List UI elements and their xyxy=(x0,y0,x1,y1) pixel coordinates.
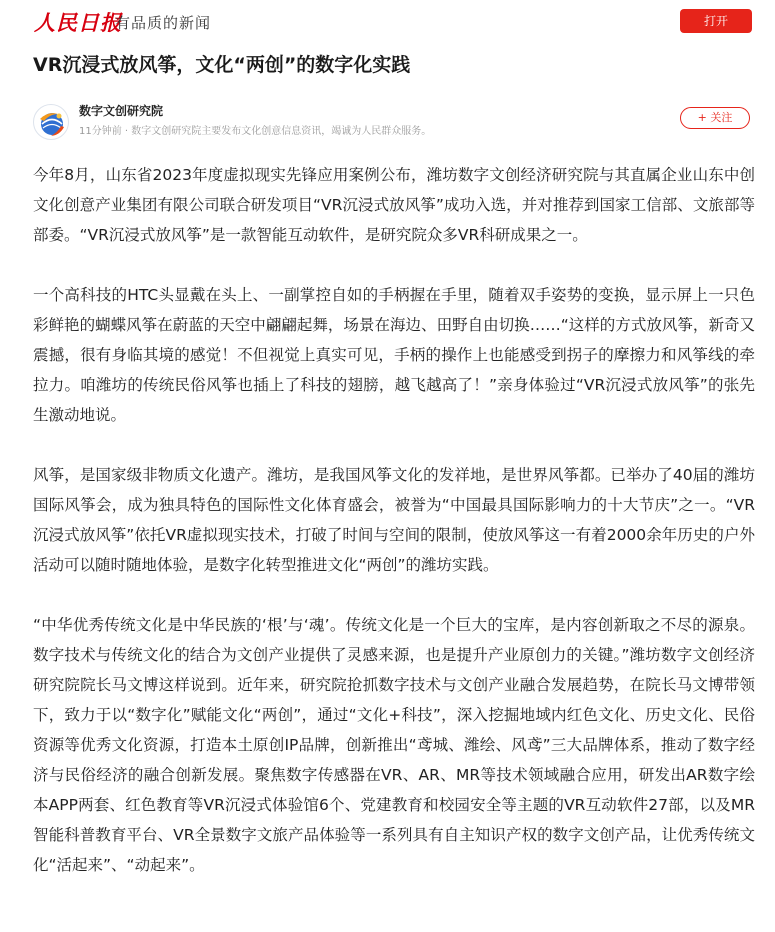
author-bar xyxy=(33,99,753,141)
paragraph: “中华优秀传统文化是中华民族的‘根’与‘魂’。传统文化是一个巨大的宝库，是内容创新取之不尽的源泉。数字技术与传统文化的结合为文创产业提供了灵感来源，也是提升产业原创力的关键。”潍坊数字文创经济研究院院长马文博这样说到。近年来，研究院抢抓数字技术与文创产业融合发展趋势，在院长马文博带领下，致力于以“数字化”赋能文化“两创”，通过“文化+科技”，深入挖掘地域内红色文化、历史文化、民俗资源等优秀文化资源，打造本土原创IP品牌，创新推出“鸢城、潍绘、风鸢”三大品牌体系，推动了数字经济与民俗经济的融合创新发展。聚焦数字传感器在VR、AR、MR等技术领域融合应用，研发出AR数字绘本APP两套、红色教育等VR沉浸式体验馆6个、党建教育和校园安全等主题的VR互动软件27部，以及MR智能科普教育平台、VR全景数字文旅产品体验等一系列具有自主知识产权的数字文创产品，让优秀传统文化“活起来”、“动起来”。 xyxy=(33,616,755,874)
publish-time: 11分钟前 xyxy=(79,126,122,137)
globe-logo-icon xyxy=(34,105,69,140)
top-bar xyxy=(0,0,775,42)
paragraph: 风筝，是国家级非物质文化遗产。潍坊，是我国风筝文化的发祥地，是世界风筝都。已举办了40届的潍坊国际风筝会，成为独具特色的国际性文化体育盛会，被誉为“中国最具国际影响力的十大节庆”之一。“VR沉浸式放风筝”依托VR虚拟现实技术，打破了时间与空间的限制，使放风筝这一有着2000余年历史的户外活动可以随时随地体验，是数字化转型推进文化“两创”的潍坊实践。 xyxy=(33,466,755,574)
follow-button[interactable]: + 关注 xyxy=(680,107,750,129)
open-app-button[interactable]: 打开 xyxy=(680,9,752,33)
article-body xyxy=(33,160,755,910)
people-daily-logo[interactable]: 人民日报 xyxy=(34,10,122,35)
article-title: VR沉浸式放风筝，文化“两创”的数字化实践 xyxy=(33,54,411,76)
author-name[interactable]: 数字文创研究院 xyxy=(79,104,164,118)
author-avatar[interactable] xyxy=(33,104,69,140)
paragraph: 今年8月，山东省2023年度虚拟现实先锋应用案例公布，潍坊数字文创经济研究院与其直属企业山东中创文化创意产业集团有限公司联合研发项目“VR沉浸式放风筝”成功入选，并对推荐到国家工信部、文旅部等部委。“VR沉浸式放风筝”是一款智能互动软件，是研究院众多VR科研成果之一。 xyxy=(33,166,755,244)
slogan: 有品质的新闻 xyxy=(115,14,212,32)
author-meta: 11分钟前 · 数字文创研究院主要发布文化创意信息资讯，竭诚为人民群众服务。 xyxy=(79,126,432,137)
paragraph: 一个高科技的HTC头显戴在头上、一副掌控自如的手柄握在手里，随着双手姿势的变换，显示屏上一只色彩鲜艳的蝴蝶风筝在蔚蓝的天空中翩翩起舞，场景在海边、田野自由切换……“这样的方式放风筝，新奇又震撼，很有身临其境的感觉！不但视觉上真实可见，手柄的操作上也能感受到拐子的摩擦力和风筝线的牵拉力。咱潍坊的传统民俗风筝也插上了科技的翅膀，越飞越高了！”亲身体验过“VR沉浸式放风筝”的张先生激动地说。 xyxy=(33,286,755,424)
author-description: 数字文创研究院主要发布文化创意信息资讯，竭诚为人民群众服务。 xyxy=(131,126,432,137)
